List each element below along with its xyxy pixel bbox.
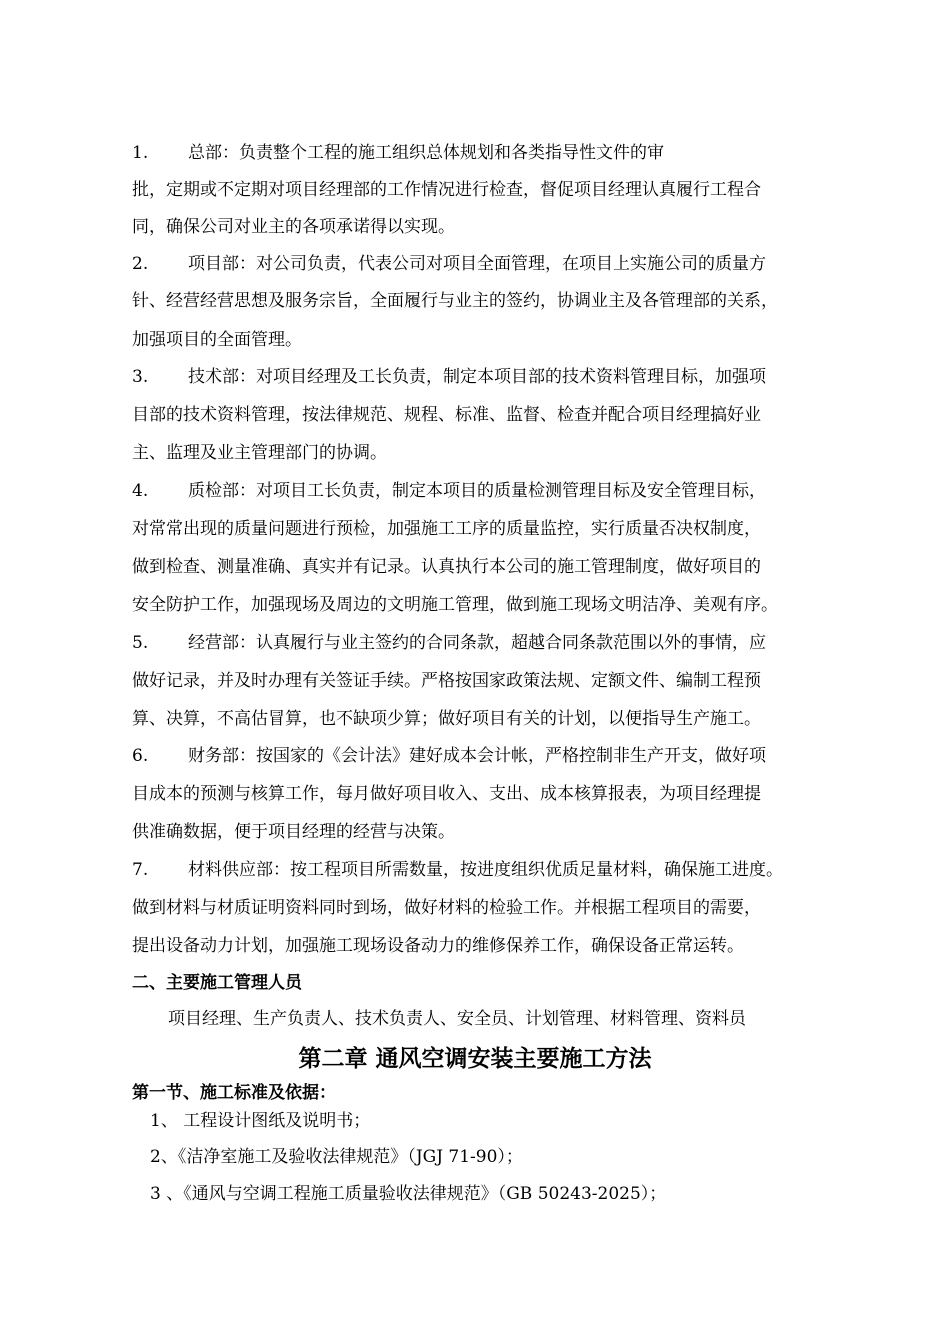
item-6-line-3: 供准确数据，便于项目经理的经营与决策。 (132, 822, 455, 842)
item-number: 4. (132, 481, 149, 501)
item-text: 项目部：对公司负责，代表公司对项目全面管理，在项目上实施公司的质量方 (188, 254, 766, 274)
section-heading-standards: 第一节、施工标准及依据： (132, 1083, 336, 1103)
item-2-line-1 (132, 253, 766, 275)
item-5-line-3: 算、决算，不高估冒算，也不缺项少算；做好项目有关的计划，以便指导生产施工。 (132, 709, 761, 729)
item-7-line-1 (132, 859, 783, 881)
staff-list: 项目经理、生产负责人、技术负责人、安全员、计划管理、材料管理、资料员 (168, 1009, 746, 1029)
item-number: 6. (132, 746, 149, 766)
item-number: 2. (132, 254, 149, 274)
item-2-line-3: 加强项目的全面管理。 (132, 330, 302, 350)
item-3-line-3: 主、监理及业主管理部门的协调。 (132, 443, 387, 463)
item-number: 3. (132, 367, 149, 387)
item-7-line-2: 做到材料与材质证明资料同时到场，做好材料的检验工作。并根据工程项目的需要， (132, 898, 761, 918)
item-text: 质检部：对项目工长负责，制定本项目的质量检测管理目标及安全管理目标， (188, 481, 766, 501)
item-4-line-4: 安全防护工作，加强现场及周边的文明施工管理，做到施工现场文明洁净、美观有序。 (132, 595, 778, 615)
item-text: 技术部：对项目经理及工长负责，制定本项目部的技术资料管理目标，加强项 (188, 367, 766, 387)
reference-item: 1、 工程设计图纸及说明书； (150, 1111, 371, 1131)
item-text: 经营部：认真履行与业主签约的合同条款，超越合同条款范围以外的事情，应 (188, 633, 766, 653)
item-2-line-2: 针、经营经营思想及服务宗旨，全面履行与业主的签约，协调业主及各管理部的关系， (132, 291, 778, 311)
item-1-line-2: 批，定期或不定期对项目经理部的工作情况进行检查，督促项目经理认真履行工程合 (132, 180, 761, 200)
item-1-line-3: 同，确保公司对业主的各项承诺得以实现。 (132, 217, 455, 237)
item-number: 1. (132, 143, 149, 163)
chapter-title: 第二章 通风空调安装主要施工方法 (298, 1045, 652, 1072)
item-text: 财务部：按国家的《会计法》建好成本会计帐，严格控制非生产开支，做好项 (188, 746, 766, 766)
item-5-line-2: 做好记录，并及时办理有关签证手续。严格按国家政策法规、定额文件、编制工程预 (132, 671, 761, 691)
item-number: 7. (132, 860, 149, 880)
section-heading-staff: 二、主要施工管理人员 (132, 973, 302, 993)
reference-item: 2、《洁净室施工及验收法律规范》（JGJ 71-90）； (150, 1147, 523, 1167)
item-4-line-2: 对常常出现的质量问题进行预检，加强施工工序的质量监控，实行质量否决权制度， (132, 519, 761, 539)
item-number: 5. (132, 633, 149, 653)
item-7-line-3: 提出设备动力计划，加强施工现场设备动力的维修保养工作，确保设备正常运转。 (132, 936, 744, 956)
item-6-line-1 (132, 745, 766, 767)
item-text: 材料供应部：按工程项目所需数量，按进度组织优质足量材料，确保施工进度。 (188, 860, 783, 880)
item-text: 总部：负责整个工程的施工组织总体规划和各类指导性文件的审 (188, 143, 664, 163)
item-4-line-3: 做到检查、测量准确、真实并有记录。认真执行本公司的施工管理制度，做好项目的 (132, 557, 761, 577)
item-1-line-1 (132, 142, 664, 164)
item-3-line-2: 目部的技术资料管理，按法律规范、规程、标准、监督、检查并配合项目经理搞好业 (132, 405, 761, 425)
item-6-line-2: 目成本的预测与核算工作，每月做好项目收入、支出、成本核算报表，为项目经理提 (132, 784, 761, 804)
item-4-line-1 (132, 480, 766, 502)
item-3-line-1 (132, 366, 766, 388)
reference-item: 3 、《通风与空调工程施工质量验收法律规范》（GB 50243-2025）； (150, 1184, 667, 1204)
item-5-line-1 (132, 632, 766, 654)
